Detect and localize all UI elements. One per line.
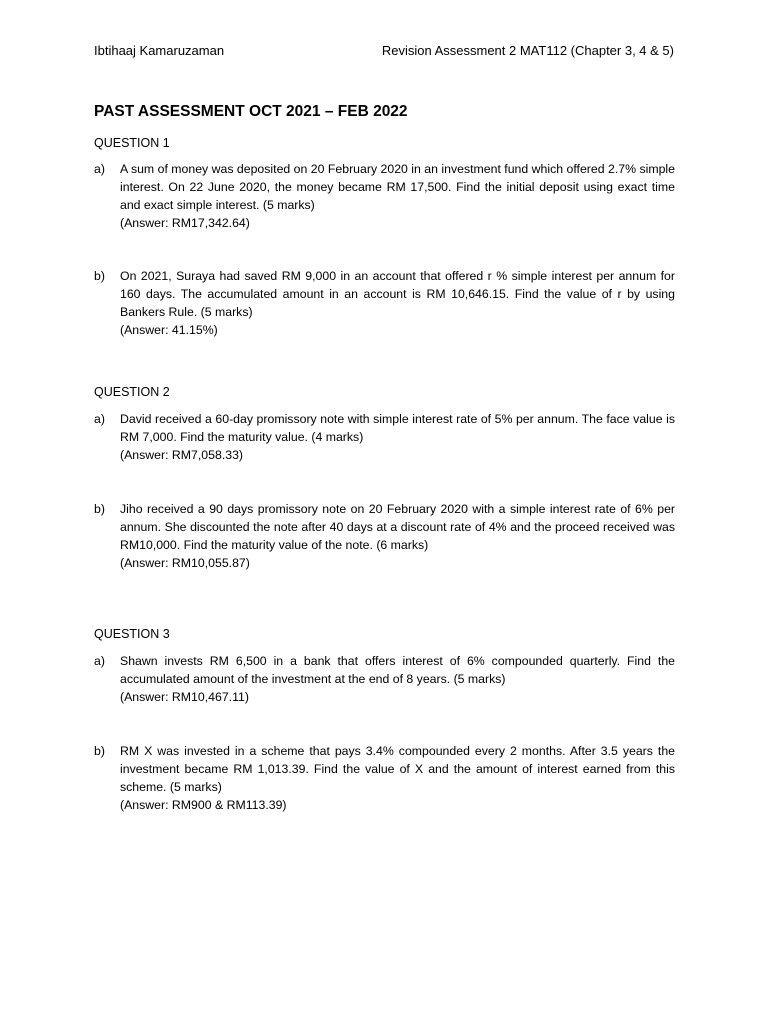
question-3b (94, 742, 675, 814)
answer-text: (Answer: RM7,058.33) (120, 448, 244, 462)
question-text: On 2021, Suraya had saved RM 9,000 in an account that offered r % simple interest per annum for 160 days. The accumulated amount in an account is RM 10,646.15. Find the value of r by using Bankers Rule. (5 marks) (120, 269, 675, 319)
question-3a (94, 652, 675, 706)
part-label: b) (94, 269, 105, 283)
question-text: A sum of money was deposited on 20 February 2020 in an investment fund which offered 2.7% simple interest. On 22 June 2020, the money became RM 17,500. Find the initial deposit using exact time and exact simple interest. (5 marks) (120, 162, 675, 212)
header-course: Revision Assessment 2 MAT112 (Chapter 3, 4 & 5) (381, 43, 674, 58)
part-label: b) (94, 502, 105, 516)
part-label: a) (94, 162, 105, 176)
part-label: b) (94, 744, 105, 758)
page-title: PAST ASSESSMENT OCT 2021 – FEB 2022 (94, 103, 408, 120)
answer-text: (Answer: 41.15%) (120, 323, 218, 337)
question-2-heading: QUESTION 2 (94, 385, 170, 399)
question-1-heading: QUESTION 1 (94, 136, 170, 150)
question-text: Jiho received a 90 days promissory note on 20 February 2020 with a simple interest rate of 6% per annum. She discounted the note after 40 days at a discount rate of 4% and the proceed received was RM10,000. Find the maturity value of the note. (6 marks) (120, 502, 675, 552)
header-author: Ibtihaaj Kamaruzaman (94, 43, 225, 58)
question-text: Shawn invests RM 6,500 in a bank that offers interest of 6% compounded quarterly. Find the accumulated amount of the investment at the end of 8 years. (5 marks) (120, 654, 675, 686)
part-label: a) (94, 412, 105, 426)
question-3-heading: QUESTION 3 (94, 627, 170, 641)
question-text: David received a 60-day promissory note with simple interest rate of 5% per annum. The face value is RM 7,000. Find the maturity value. (4 marks) (120, 412, 675, 444)
answer-text: (Answer: RM17,342.64) (120, 216, 250, 230)
question-1a (94, 160, 675, 232)
answer-text: (Answer: RM900 & RM113.39) (120, 798, 287, 812)
question-1b (94, 267, 675, 339)
question-2a (94, 410, 675, 464)
part-label: a) (94, 654, 105, 668)
answer-text: (Answer: RM10,055.87) (120, 556, 250, 570)
question-text: RM X was invested in a scheme that pays 3.4% compounded every 2 months. After 3.5 years the investment became RM 1,013.39. Find the value of X and the amount of interest earned from this scheme. (5 marks) (120, 744, 675, 794)
answer-text: (Answer: RM10,467.11) (120, 690, 249, 704)
question-2b (94, 500, 675, 572)
page-header (94, 42, 674, 60)
